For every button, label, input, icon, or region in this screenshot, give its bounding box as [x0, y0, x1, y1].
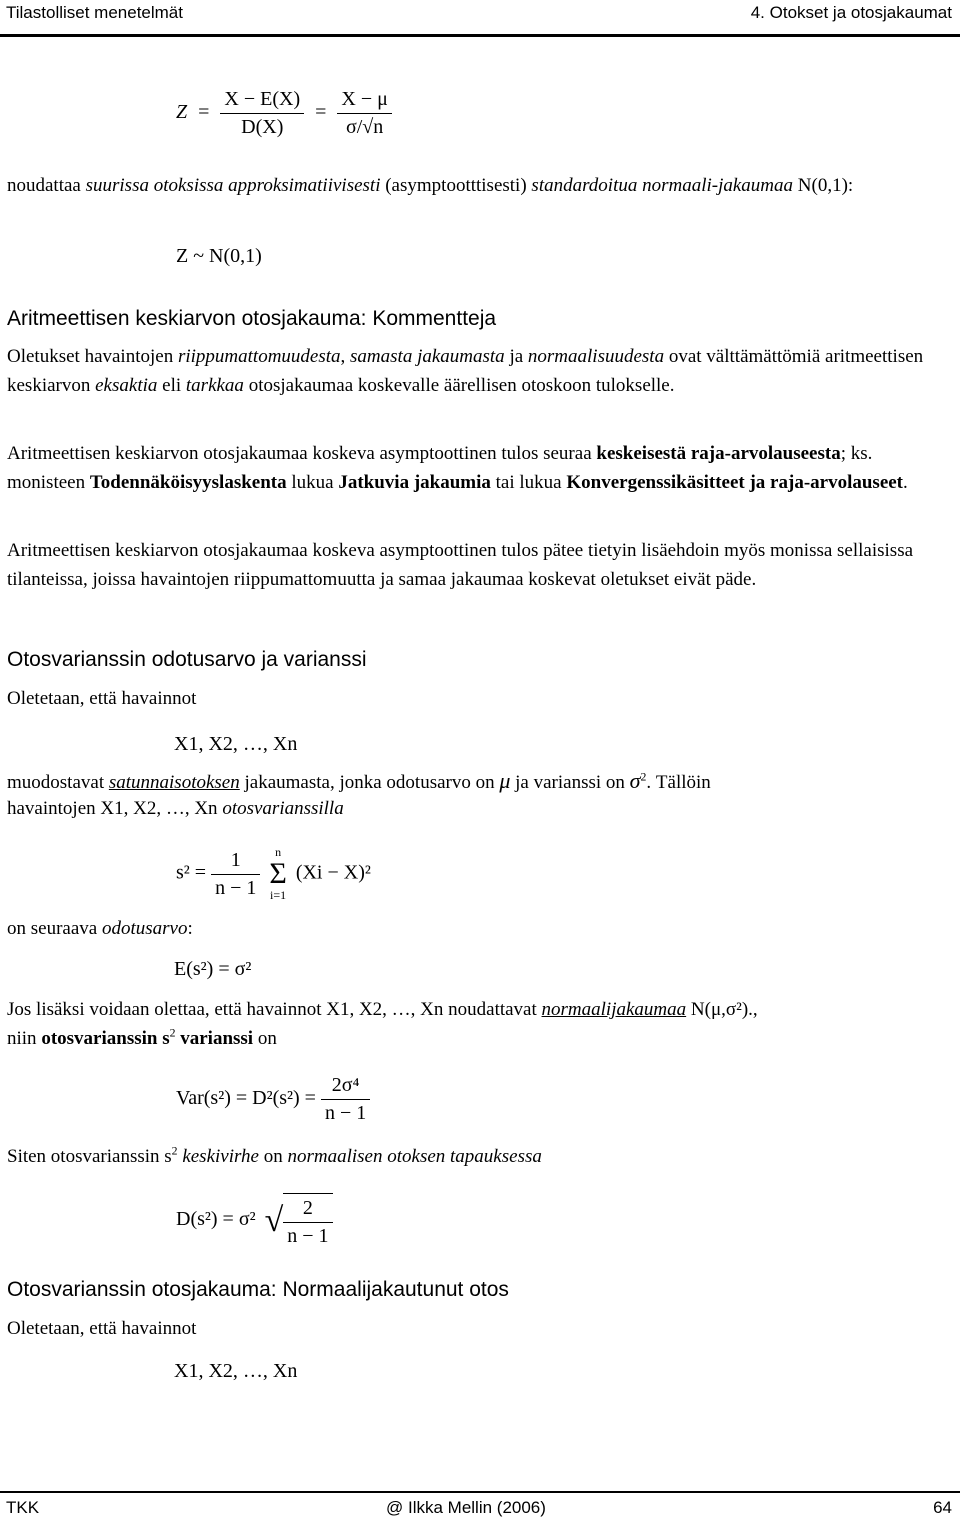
paragraph-assume-observations-2: Oletetaan, että havainnot: [7, 1318, 197, 1339]
equation-z-normal: Z ~ N(0,1): [176, 245, 262, 267]
footer-left: TKK: [6, 1498, 40, 1517]
paragraph-random-sample: muodostavat satunnaisotoksen jakaumasta, jonka odotusarvo on μ ja varianssi on $\sigma^2$. Tällöin: [7, 768, 711, 793]
z-numerator-2: X − μ: [337, 88, 391, 114]
paragraph-asymptotic-extension: Aritmeettisen keskiarvon otosjakaumaa koskeva asymptoottinen tulos pätee tietyin lisäehdoin myös monissa sellaisissa tilanteissa, joissa havaintojen riippumattomuutta ja samaa jakaumaa koskevat oletukset eivät päde.: [7, 540, 914, 590]
header-right: 4. Otokset ja otosjakaumat: [750, 3, 952, 22]
equation-standard-error: D(s²) = σ² √ $\frac{2}{n - 1}$: [176, 1193, 333, 1248]
z-denominator-2: σ/√n: [345, 116, 384, 138]
paragraph-normal-assumption: Jos lisäksi voidaan olettaa, että havainnot X1, X2, …, Xn noudattavat normaalijakaumaa N(μ,σ²)., niin otosvarianssin $s^2$ varianssi on: [7, 999, 758, 1049]
paragraph-sample-variance-intro: havaintojen X1, X2, …, Xn otosvarianssilla: [7, 798, 344, 819]
observation-sequence-2: X1, X2, …, Xn: [174, 1360, 298, 1382]
paragraph-asymptotic: noudattaa suurissa otoksissa approksimatiivisesti (asymptootttisesti) standardoitua normaali-jakaumaa N(0,1):: [7, 175, 854, 196]
observation-sequence: X1, X2, …, Xn: [174, 733, 298, 755]
header-left: Tilastolliset menetelmät: [6, 3, 183, 22]
page-header: [0, 0, 960, 37]
equation-variance-of-s2: Var(s²) = D²(s²) = $\frac{\text{2σ⁴}}{n - 1}$: [176, 1074, 370, 1125]
page-footer: [0, 1491, 960, 1524]
z-numerator-1: X − E(X): [220, 88, 304, 114]
footer-center: @ Ilkka Mellin (2006): [386, 1498, 546, 1517]
equation-z-standardization: Z = $\frac{X - E(X)}{D(X)}$ = $\frac{X - \mu}{\sigma/√n}$: [176, 88, 392, 139]
section-heading-variance: Otosvarianssin odotusarvo ja varianssi: [7, 648, 367, 671]
footer-page-number: 64: [933, 1498, 952, 1517]
paragraph-standard-error: Siten otosvarianssin $s^2$ keskivirhe on normaalisen otoksen tapauksessa: [7, 1144, 542, 1167]
z-denominator-1: D(X): [241, 116, 284, 138]
paragraph-assume-observations: Oletetaan, että havainnot: [7, 688, 197, 709]
paragraph-clt: Aritmeettisen keskiarvon otosjakaumaa koskeva asymptoottinen tulos seuraa keskeisestä raja-arvolauseesta; ks. monisteen Todennäköisyyslaskenta lukua Jatkuvia jakaumia tai lukua Konvergenssikäsitteet ja raja-arvolauseet.: [7, 443, 908, 493]
paragraph-expectation: on seuraava odotusarvo:: [7, 918, 193, 939]
section-heading-comments: Aritmeettisen keskiarvon otosjakauma: Kommentteja: [7, 307, 497, 330]
paragraph-assumptions: Oletukset havaintojen riippumattomuudesta, samasta jakaumasta ja normaalisuudesta ovat välttämättömiä aritmeettisen keskiarvon eksaktia eli tarkkaa otosjakaumaa koskevalle äärellisen otoskoon tulokselle.: [7, 346, 924, 396]
equation-expectation: E(s²) = σ²: [174, 958, 252, 980]
section-heading-distribution-normal: Otosvarianssin otosjakauma: Normaalijakautunut otos: [7, 1278, 509, 1301]
equation-sample-variance: s² = $\frac{1}{n - 1}$ n Σ i=1 (Xi − X)²: [176, 845, 371, 902]
